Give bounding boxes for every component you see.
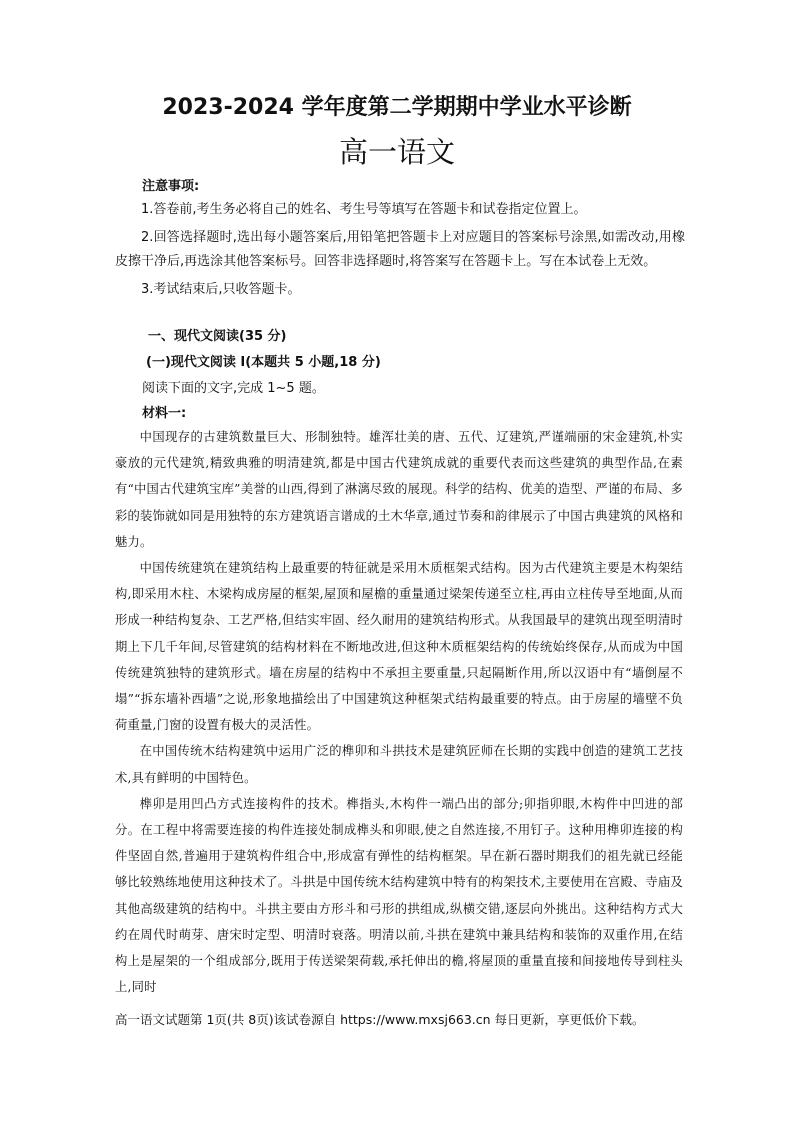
exam-title: 2023-2024 学年度第二学期期中学业水平诊断 bbox=[162, 95, 632, 120]
passage-paragraph: 榫卯是用凹凸方式连接构件的技术。榫指头,木构件一端凸出的部分;卯指卯眼,木构件中凹进的部分。在工程中将需要连接的构件连接处制成榫头和卯眼,使之自然连接,不用钉子。这种用榫卯连接的构件坚固自然,普遍用于建筑构件组合中,形成富有弹性的结构框架。早在新石器时期我们的祖先就已经能够比较熟练地使用这种技术了。斗拱是中国传统木结构建筑中特有的构架技术,主要使用在宫殿、寺庙及其他高级建筑的结构中。斗拱主要由方形斗和弓形的拱组成,纵横交错,逐层向外挑出。这种结构方式大约在周代时萌芽、唐宋时定型、明清时衰落。明清以前,斗拱在建筑中兼具结构和装饰的双重作用,在结构上是屋架的一个组成部分,既用于传送梁架荷载,承托伸出的檐,将屋顶的重量直接和间接地传导到柱头上,同时 bbox=[115, 796, 683, 995]
notice-item-3: 3.考试结束后,只收答题卡。 bbox=[141, 282, 301, 297]
passage-paragraph: 中国现存的古建筑数量巨大、形制独特。雄浑壮美的唐、五代、辽建筑,严谨端丽的宋金建筑,朴实豪放的元代建筑,精致典雅的明清建筑,都是中国古代建筑成就的重要代表而这些建筑的典型作品,在素有“中国古代建筑宝库”美誉的山西,得到了淋漓尽致的展现。科学的结构、优美的造型、严谨的布局、多彩的装饰就如同是用独特的东方建筑语言谱成的土木华章,通过节奏和韵律展示了中国古典建筑的风格和魅力。 bbox=[115, 430, 683, 549]
notice-item-1: 1.答卷前,考生务必将自己的姓名、考生号等填写在答题卡和试卷指定位置上。 bbox=[141, 202, 587, 217]
reading-passage bbox=[115, 424, 683, 1000]
passage-paragraph: 在中国传统木结构建筑中运用广泛的榫卯和斗拱技术是建筑匠师在长期的实践中创造的建筑工艺技术,具有鲜明的中国特色。 bbox=[115, 744, 683, 785]
notice-heading: 注意事项: bbox=[142, 179, 200, 194]
section-heading: 一、现代文阅读(35 分) bbox=[148, 329, 287, 344]
notice-list bbox=[115, 198, 685, 302]
subsection-heading: (一)现代文阅读 I(本题共 5 小题,18 分) bbox=[146, 355, 381, 370]
notice-item-2: 2.回答选择题时,选出每小题答案后,用铅笔把答题卡上对应题目的答案标号涂黑,如需改动,用橡皮擦干净后,再选涂其他答案标号。回答非选择题时,将答案写在答题卡上。写在本试卷上无效。 bbox=[115, 230, 685, 269]
page-footer: 高一语文试题第 1页(共 8页)该试卷源自 https://www.mxsj663.cn 每日更新，享更低价下载。 bbox=[115, 1012, 645, 1027]
instruction-text: 阅读下面的文字,完成 1~5 题。 bbox=[142, 381, 325, 396]
passage-paragraph: 中国传统建筑在建筑结构上最重要的特征就是采用木质框架式结构。因为古代建筑主要是木构架结构,即采用木柱、木梁构成房屋的框架,屋顶和屋檐的重量通过梁架传递至立柱,再由立柱传导至地面,从而形成一种结构复杂、工艺严格,但结实牢固、经久耐用的建筑结构形式。从我国最早的建筑出现至明清时期上下几千年间,尽管建筑的结构材料在不断地改进,但这种木质框架结构的传统始终保存,从而成为中国传统建筑独特的建筑形式。墙在房屋的结构中不承担主要重量,只起隔断作用,所以汉语中有“墙倒屋不塌”“拆东墙补西墙”之说,形象地描绘出了中国建筑这种框架式结构最重要的特点。由于房屋的墙壁不负荷重量,门窗的设置有极大的灵活性。 bbox=[115, 561, 683, 733]
subject-title: 高一语文 bbox=[338, 135, 455, 169]
material-label: 材料一: bbox=[142, 406, 187, 421]
